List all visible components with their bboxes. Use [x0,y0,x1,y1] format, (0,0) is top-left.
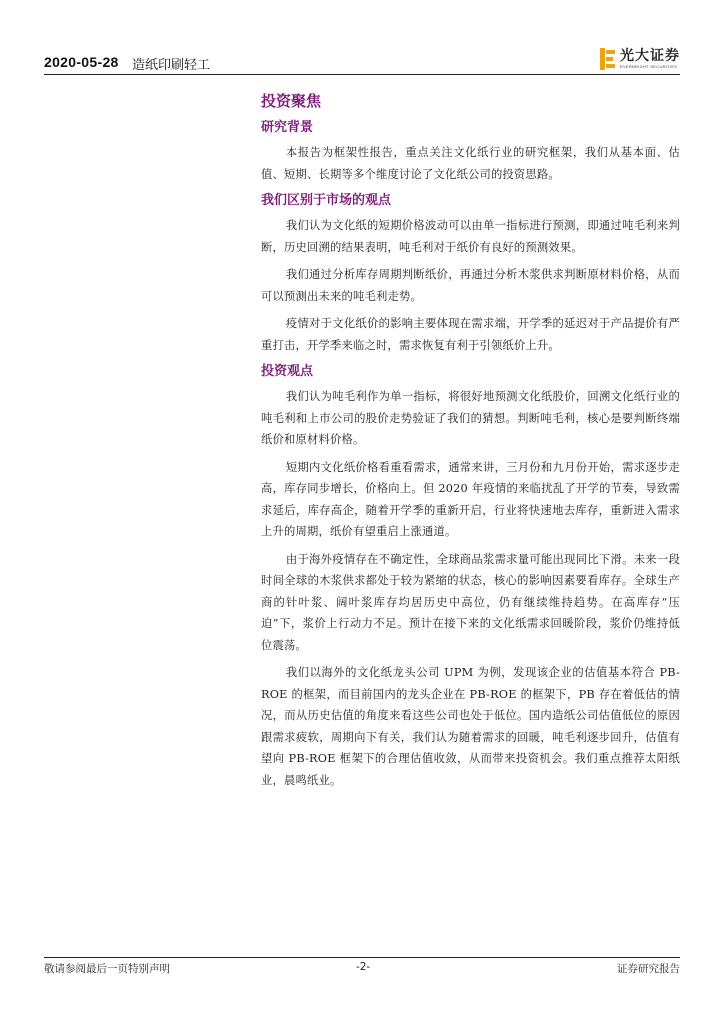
section-differing-views [261,191,680,356]
report-category: 造纸印刷轻工 [132,58,211,73]
header-divider [44,74,680,75]
paragraph: 我们认为吨毛利作为单一指标，将很好地预测文化纸股价，回溯文化纸行业的吨毛利和上市公司的股价走势验证了我们的猜想。判断吨毛利，核心是要判断终端纸价和原材料价格。 [261,390,680,446]
section-background [261,118,680,185]
section-heading: 研究背景 [261,120,314,135]
section-investment-views [261,362,680,791]
logo-name-en: EVERBRIGHT SECURITIES [620,64,678,69]
logo-name-cn: 光大证券 [620,48,680,64]
logo-mark-icon [600,48,616,70]
main-content [261,88,680,791]
disclaimer-note: 敬请参阅最后一页特别声明 [44,963,170,975]
page-footer [44,961,680,977]
section-heading: 我们区别于市场的观点 [261,193,392,208]
report-type: 证券研究报告 [617,963,680,975]
page-number: -2- [356,961,371,973]
company-logo [600,46,680,72]
paragraph: 疫情对于文化纸价的影响主要体现在需求端，开学季的延迟对于产品提价有严重打击，开学季来临之时，需求恢复有利于引领纸价上升。 [261,317,680,352]
page-header [44,42,680,76]
report-date: 2020-05-28 [44,54,119,70]
paragraph: 我们通过分析库存周期判断纸价，再通过分析木浆供求判断原材料价格，从而可以预测出未来的吨毛利走势。 [261,268,680,303]
paragraph: 我们认为文化纸的短期价格波动可以由单一指标进行预测，即通过吨毛利来判断，历史回溯的结果表明，吨毛利对于纸价有良好的预测效果。 [261,219,680,254]
paragraph: 短期内文化纸价格看重看需求，通常来讲，三月份和九月份开始，需求逐步走高，库存同步增长，价格向上。但 2020 年疫情的来临扰乱了开学的节奏，导致需求延后，库存高企，随着开学季的重新开启，行业将快速地去库存，重新进入需求上升的周期，纸价有望重启上涨通道。 [261,460,680,538]
page-title: 投资聚焦 [261,92,322,110]
section-heading: 投资观点 [261,364,314,379]
paragraph: 由于海外疫情存在不确定性，全球商品浆需求量可能出现同比下滑。未来一段时间全球的木浆供求都处于较为紧缩的状态，核心的影响因素要看库存。全球生产商的针叶浆、阔叶浆库存均居历史中高位，仍有继续维持趋势。在高库存“压迫”下，浆价上行动力不足。预计在接下来的文化纸需求回暖阶段，浆价仍维持低位震荡。 [261,552,680,652]
footer-divider [44,957,680,958]
paragraph: 本报告为框架性报告，重点关注文化纸行业的研究框架，我们从基本面、估值、短期、长期等多个维度讨论了文化纸公司的投资思路。 [261,146,680,181]
paragraph: 我们以海外的文化纸龙头公司 UPM 为例，发现该企业的估值基本符合 PB-ROE 的框架，而目前国内的龙头企业在 PB-ROE 的框架下，PB 存在着低估的情况，而从历史估值的角度来看这些公司也处于低位。国内造纸公司估值低位的原因跟需求疲软，周期向下有关，我们认为随着需求的回暖，吨毛利逐步回升，估值有望向 PB-ROE 框架下的合理估值收敛，从而带来投资机会。我们重点推荐太阳纸业，晨鸣纸业。 [261,666,680,787]
